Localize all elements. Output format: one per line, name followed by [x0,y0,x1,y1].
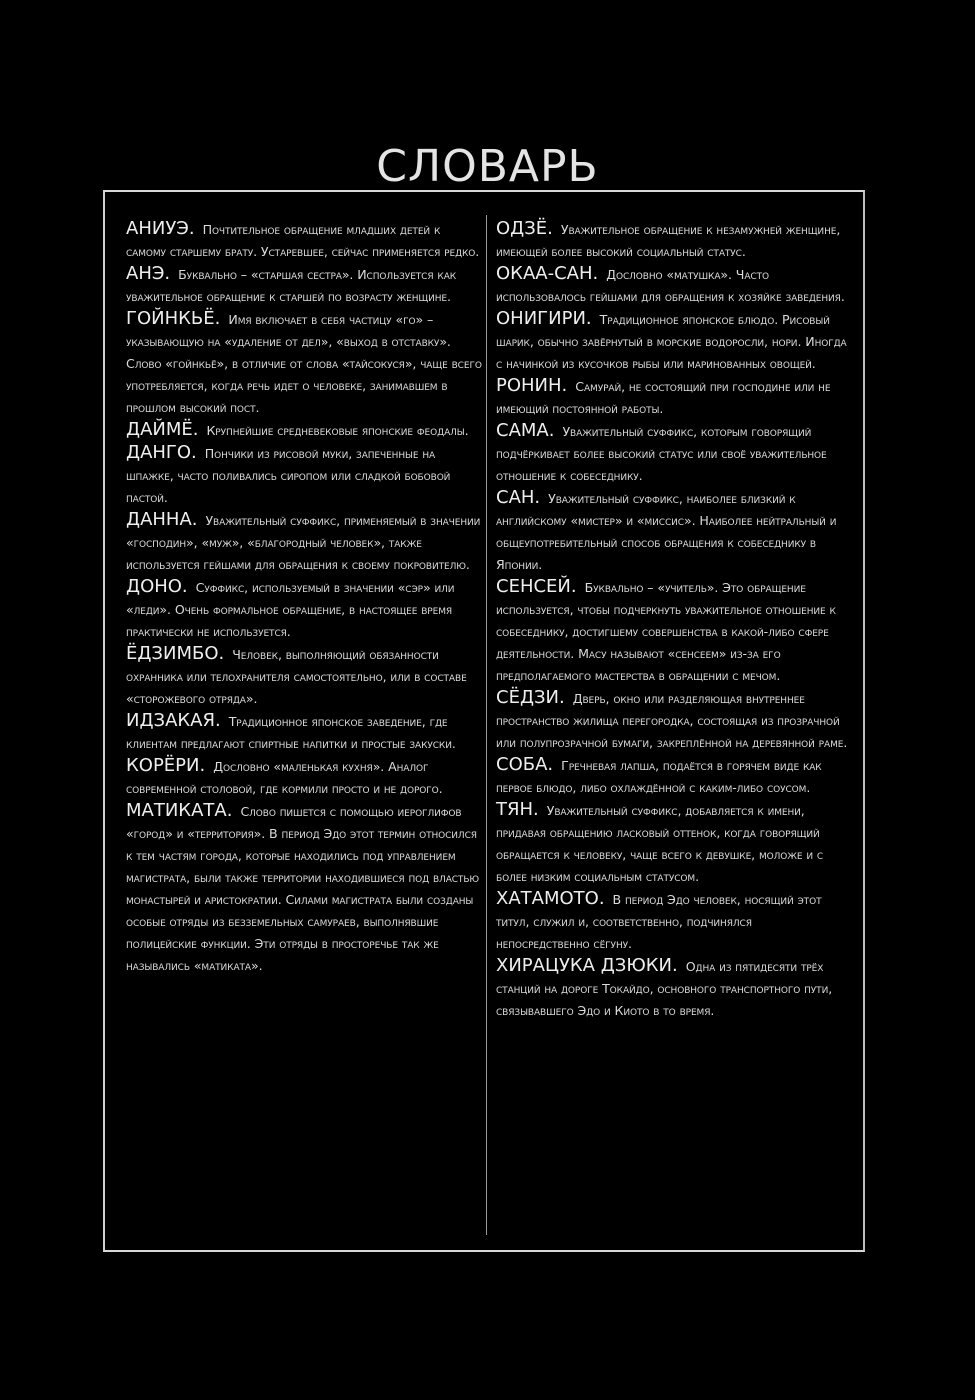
glossary-entry [126,419,482,442]
glossary-entry [126,308,482,419]
glossary-entry [496,375,848,420]
glossary-entry [496,218,848,263]
glossary-term: ОДЗЁ. [496,218,553,239]
glossary-definition: Одна из пятидесяти трёх станций на дороге Токайдо, основного транспортного пути, связывавшего Эдо и Киото в то время. [496,959,833,1018]
glossary-entry [496,263,848,308]
glossary-term: КОРЁРИ. [126,755,206,776]
glossary-entry [496,799,848,888]
glossary-definition: Суффикс, используемый в значении «сэр» или «леди». Очень формальное обращение, в настоящее время практически не используется. [126,580,455,639]
glossary-definition: Человек, выполняющий обязанности охранника или телохранителя самостоятельно, или в составе «сторожевого отряда». [126,647,467,706]
glossary-entry [496,420,848,487]
glossary-term: ДАНГО. [126,442,197,463]
page-title: СЛОВАРЬ [376,141,599,193]
glossary-definition: Самурай, не состоящий при господине или не имеющий постоянной работы. [496,379,831,416]
glossary-definition: В период Эдо человек, носящий этот титул, служил и, соответственно, подчинялся непосредственно сёгуну. [496,892,822,951]
glossary-term: АНИУЭ. [126,218,195,239]
glossary-definition: Гречневая лапша, подаётся в горячем виде как первое блюдо, либо охлаждённой с каким-либо соусом. [496,758,822,795]
glossary-entry [126,218,482,263]
glossary-term: ЁДЗИМБО. [126,643,225,664]
glossary-definition: Уважительный суффикс, которым говорящий подчёркивает более высокий статус или своё уважительное отношение к собеседнику. [496,424,827,483]
glossary-term: ИДЗАКАЯ. [126,710,221,731]
glossary-term: АНЭ. [126,263,171,284]
glossary-term: СЕНСЕЙ. [496,576,577,597]
glossary-term: ДАННА. [126,509,198,530]
glossary-term: ТЯН. [496,799,539,820]
glossary-term: МАТИКАТА. [126,800,233,821]
glossary-definition: Крупнейшие средневековые японские феодалы. [206,423,469,438]
glossary-term: ОНИГИРИ. [496,308,592,329]
glossary-entry [126,800,482,977]
column-divider [486,215,487,1235]
glossary-entry [496,687,848,754]
glossary-term: ДОНО. [126,576,188,597]
glossary-entry [126,509,482,576]
glossary-definition: Традиционное японское заведение, где клиентам предлагают спиртные напитки и простые закуски. [126,714,456,751]
glossary-term: САН. [496,487,541,508]
glossary-term: ГОЙНКЬЁ. [126,308,221,329]
glossary-definition: Пончики из рисовой муки, запеченные на шпажке, часто поливались сиропом или сладкой бобовой пастой. [126,446,451,505]
glossary-term: РОНИН. [496,375,568,396]
glossary-term: САМА. [496,420,555,441]
glossary-definition: Дословно «матушка». Часто использовалось гейшами для обращения к хозяйке заведения. [496,267,845,304]
glossary-definition: Традиционное японское блюдо. Рисовый шарик, обычно завёрнутый в морские водоросли, нори. Иногда с начинкой из кусочков рыбы или маринованных овощей. [496,312,847,371]
glossary-entry [126,263,482,308]
glossary-definition: Имя включает в себя частицу «го» – указывающую на «удаление от дел», «выход в отставку». Слово «гойнкьё», в отличие от слова «тайсокуся», чаще всего употребляется, когда речь идет о человеке, занимавшем в прошлом высокий пост. [126,312,482,415]
glossary-definition: Дверь, окно или разделяющая внутреннее пространство жилища перегородка, состоящая из прозрачной или полупрозрачной бумаги, закреплённой на деревянной раме. [496,691,848,750]
glossary-entry [496,308,848,375]
glossary-entry [126,576,482,643]
glossary-definition: Дословно «маленькая кухня». Аналог современной столовой, где кормили просто и не дорого. [126,759,443,796]
glossary-term: ХАТАМОТО. [496,888,605,909]
glossary-term: ОКАА-САН. [496,263,599,284]
glossary-entry [496,888,848,955]
glossary-term: ХИРАЦУКА ДЗЮКИ. [496,955,678,976]
glossary-definition: Слово пишется с помощью иероглифов «город» и «территория». В период Эдо этот термин относился к тем частям города, которые находились под управлением магистрата, были также территории находившиеся под властью монастырей и аристократии. Силами магистрата были созданы особые отряды из безземельных самураев, выполнявшие полицейские функции. Эти отряды в просторечье так же назывались «матиката». [126,804,480,973]
glossary-entry [126,710,482,755]
glossary-entry [496,955,848,1022]
glossary-definition: Буквально – «учитель». Это обращение используется, чтобы подчеркнуть уважительное отношение к собеседнику, достигшему совершенства в какой-либо сфере деятельности. Масу называют «сенсеем» из-за его предполагаемого мастерства в обращении с мечом. [496,580,836,683]
glossary-definition: Уважительный суффикс, наиболее близкий к английскому «мистер» и «миссис». Наиболее нейтральный и общеупотребительный способ обращения к собеседнику в Японии. [496,491,837,572]
glossary-definition: Уважительный суффикс, добавляется к имени, придавая обращению ласковый оттенок, когда говорящий обращается к человеку, чаще всего к девушке, моложе и с более низким социальным статусом. [496,803,824,884]
glossary-definition: Уважительное обращение к незамужней женщине, имеющей более высокий социальный статус. [496,222,841,259]
glossary-definition: Буквально – «старшая сестра». Используется как уважительное обращение к старшей по возрасту женщине. [126,267,457,304]
glossary-entry [126,442,482,509]
glossary-entry [126,755,482,800]
glossary-term: СЁДЗИ. [496,687,565,708]
glossary-column-left [126,218,482,977]
glossary-term: ДАЙМЁ. [126,419,199,440]
glossary-entry [126,643,482,710]
glossary-entry [496,576,848,687]
glossary-term: СОБА. [496,754,554,775]
glossary-entry [496,487,848,576]
glossary-entry [496,754,848,799]
glossary-column-right [496,218,848,1022]
glossary-definition: Почтительное обращение младших детей к самому старшему брату. Устаревшее, сейчас применяется редко. [126,222,480,259]
glossary-definition: Уважительный суффикс, применяемый в значении «господин», «муж», «благородный человек», также используется гейшами для обращения к своему покровителю. [126,513,481,572]
